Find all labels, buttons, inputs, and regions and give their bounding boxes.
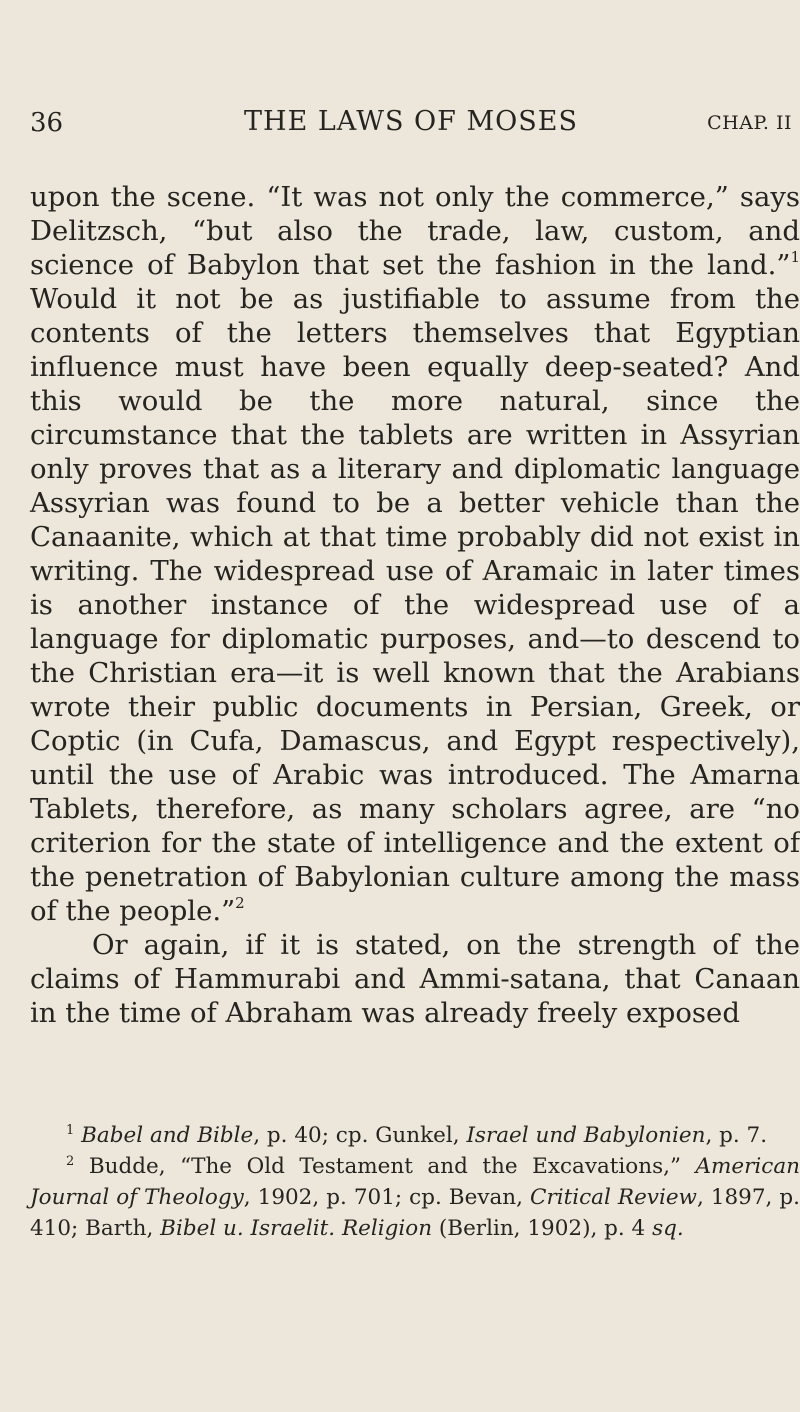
footnote-2-text-2: , 1902, p. 701; cp. Bevan, [243, 1185, 531, 1210]
footnote-2-abbrev: sq. [652, 1216, 684, 1241]
paragraph-1-part-1: upon the scene. “It was not only the commerce,” says Delitzsch, “but also the trade, law, custom, and science of Babylon that set the fashion in the land.” [30, 181, 800, 281]
paragraph-1 [30, 180, 800, 928]
footnote-2-title-2: Critical Review [530, 1185, 697, 1210]
footnote-2-title-1: American Journal of Theology [30, 1154, 800, 1210]
footnote-ref-2: 2 [235, 894, 245, 912]
footnote-2-title-3: Bibel u. Israelit. Religion [160, 1216, 433, 1241]
footnote-1-text-2: , p. 7. [705, 1123, 768, 1148]
main-text [30, 180, 800, 1030]
footnote-2-text-4: (Berlin, 1902), p. 4 [432, 1216, 653, 1241]
page-number: 36 [30, 108, 64, 138]
running-title: THE LAWS OF MOSES [244, 106, 578, 137]
footnote-1-title-1: Babel and Bible [81, 1123, 254, 1148]
footnote-1-text-1: , p. 40; cp. Gunkel, [253, 1123, 467, 1148]
footnote-ref-1: 1 [790, 248, 800, 266]
paragraph-2: Or again, if it is stated, on the strength of the claims of Hammurabi and Ammi-satana, that Canaan in the time of Abraham was already freely exposed [30, 929, 800, 1029]
footnote-1-number: 1 [66, 1123, 75, 1138]
footnote-2-text-1: Budde, “The Old Testament and the Excavations,” [88, 1154, 696, 1179]
footnote-1 [30, 1120, 800, 1151]
footnote-2 [30, 1151, 800, 1244]
footnote-2-number: 2 [66, 1154, 75, 1169]
chapter-label: CHAP. II [707, 112, 792, 134]
running-header [30, 104, 792, 144]
footnote-2-text-3: , 1897, p. 410; Barth, [30, 1185, 800, 1241]
footnotes [30, 1120, 800, 1244]
paragraph-1-part-2: Would it not be as justifiable to assume from the contents of the letters themselves that Egyptian influence must have been equally deep-seated? And this would be the more natural, since the circumstance that the tablets are written in Assyrian only proves that as a literary and diplomatic language Assyrian was found to be a better vehicle than the Canaanite, which at that time probably did not exist in writing. The widespread use of Aramaic in later times is another instance of the widespread use of a language for diplomatic purposes, and—to descend to the Christian era—it is well known that the Arabians wrote their public documents in Persian, Greek, or Coptic (in Cufa, Damascus, and Egypt respectively), until the use of Arabic was introduced. The Amarna Tablets, therefore, as many scholars agree, are “no criterion for the state of intelligence and the extent of the penetration of Babylonian culture among the mass of the people.” [30, 283, 800, 927]
footnote-1-title-2: Israel und Babylonien [466, 1123, 706, 1148]
